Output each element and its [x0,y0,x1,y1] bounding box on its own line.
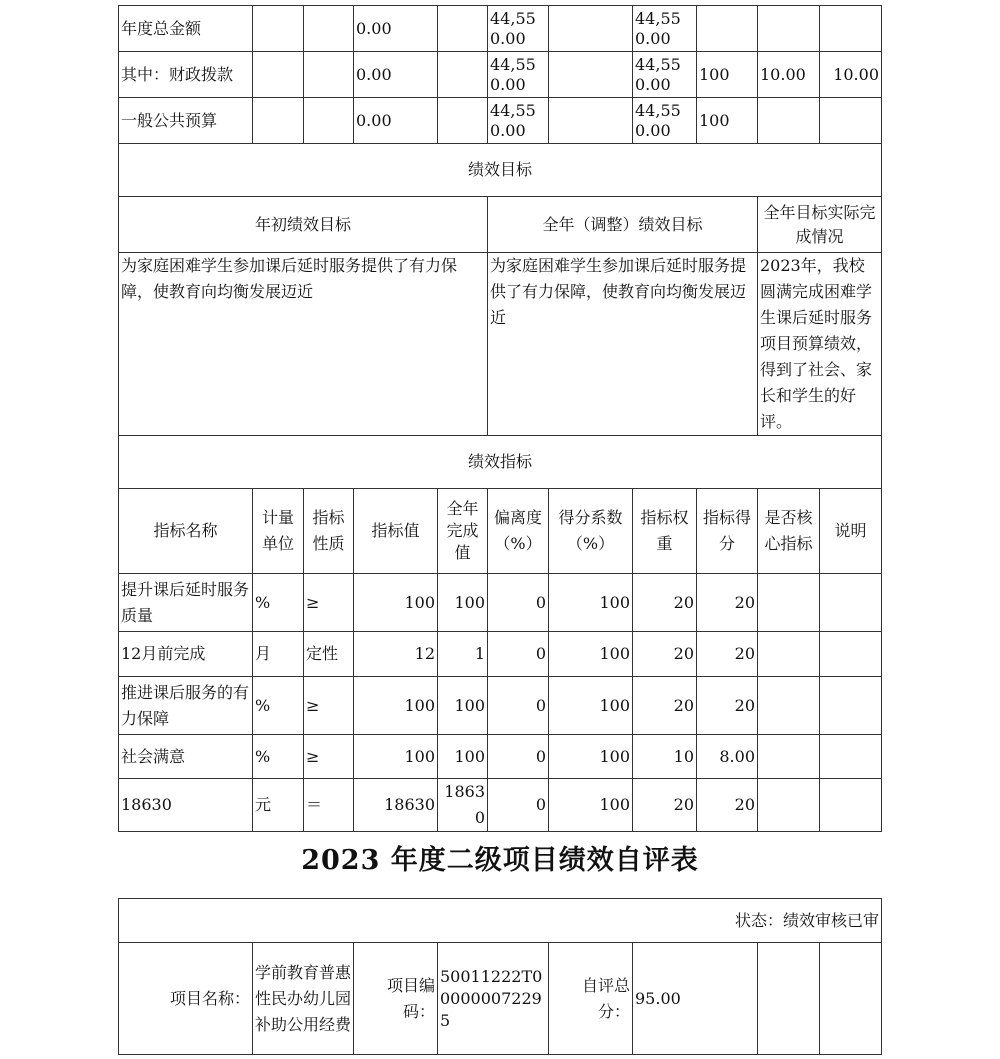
budget-cell [438,6,488,52]
indicator-nature: ≥ [304,574,354,632]
budget-cell [820,98,882,144]
project-info-table [118,898,882,1055]
project-code-label: 项目编码： [354,943,438,1055]
col-header: 全年完成值 [438,489,488,574]
budget-cell: 0.00 [354,6,438,52]
col-header: 是否核心指标 [758,489,820,574]
goal-header-adjusted: 全年（调整）绩效目标 [488,197,758,253]
col-header: 偏离度（%） [488,489,549,574]
budget-cell: 44,550.00 [488,52,549,98]
indicator-weight: 20 [633,779,697,832]
budget-cell: 0.00 [354,52,438,98]
budget-row [119,6,882,52]
project-name-value: 学前教育普惠性民办幼儿园补助公用经费 [253,943,354,1055]
indicator-weight: 20 [633,574,697,632]
col-header: 得分系数（%） [549,489,633,574]
budget-row-name: 其中：财政拨款 [119,52,253,98]
budget-row [119,98,882,144]
budget-cell [758,6,820,52]
budget-cell: 44,550.00 [633,98,697,144]
indicator-target: 12 [354,632,438,677]
indicator-actual: 100 [438,735,488,779]
goal-actual-text: 2023年，我校圆满完成困难学生课后延时服务项目预算绩效，得到了社会、家长和学生的好评。 [758,253,882,436]
budget-cell: 44,550.00 [488,6,549,52]
budget-cell [549,52,633,98]
indicator-nature: ≥ [304,735,354,779]
indicator-core [758,779,820,832]
budget-cell [438,52,488,98]
budget-cell: 10.00 [758,52,820,98]
budget-cell: 100 [697,98,758,144]
indicator-unit: 月 [253,632,304,677]
indicator-name: 社会满意 [119,735,253,779]
indicator-name: 18630 [119,779,253,832]
indicator-unit: % [253,677,304,735]
indicator-actual: 1 [438,632,488,677]
status-text: 状态：绩效审核已审 [119,899,882,943]
budget-cell [438,98,488,144]
indicator-unit: 元 [253,779,304,832]
indicator-nature: ＝ [304,779,354,832]
col-header: 指标得分 [697,489,758,574]
indicator-actual: 100 [438,574,488,632]
budget-cell: 0.00 [354,98,438,144]
budget-cell [549,98,633,144]
indicator-coef: 100 [549,574,633,632]
indicator-deviation: 0 [488,735,549,779]
score-value: 95.00 [633,943,758,1055]
indicator-name: 12月前完成 [119,632,253,677]
indicators-section-title: 绩效指标 [119,436,882,489]
indicator-score: 20 [697,677,758,735]
indicator-coef: 100 [549,735,633,779]
budget-cell [697,6,758,52]
indicator-coef: 100 [549,677,633,735]
indicator-note [820,632,882,677]
indicator-name: 推进课后服务的有力保障 [119,677,253,735]
indicator-nature: ≥ [304,677,354,735]
budget-cell [549,6,633,52]
project-name-label: 项目名称： [119,943,253,1055]
indicator-row [119,735,882,779]
indicator-core [758,632,820,677]
indicator-unit: % [253,574,304,632]
indicator-actual: 100 [438,677,488,735]
indicator-deviation: 0 [488,632,549,677]
indicator-core [758,574,820,632]
budget-cell: 100 [697,52,758,98]
indicator-target: 100 [354,677,438,735]
indicator-name: 提升课后延时服务质量 [119,574,253,632]
budget-cell [758,98,820,144]
budget-cell [304,6,354,52]
budget-cell [253,52,304,98]
indicator-note [820,574,882,632]
indicator-target: 100 [354,574,438,632]
indicator-note [820,779,882,832]
project-code-value: 50011222T000000072295 [438,943,549,1055]
budget-row-name: 年度总金额 [119,6,253,52]
indicator-header-row [119,489,882,574]
col-header: 指标性质 [304,489,354,574]
budget-cell [304,52,354,98]
indicator-deviation: 0 [488,677,549,735]
indicator-weight: 20 [633,632,697,677]
indicator-deviation: 0 [488,779,549,832]
indicator-core [758,677,820,735]
budget-cell: 44,550.00 [633,52,697,98]
indicator-score: 20 [697,779,758,832]
budget-row [119,52,882,98]
col-header: 说明 [820,489,882,574]
indicator-row [119,677,882,735]
indicator-row [119,779,882,832]
indicator-coef: 100 [549,632,633,677]
indicator-score: 20 [697,632,758,677]
goals-section-title: 绩效目标 [119,144,882,197]
indicator-score: 20 [697,574,758,632]
empty-cell [758,943,820,1055]
empty-cell [820,943,882,1055]
indicator-score: 8.00 [697,735,758,779]
indicator-target: 100 [354,735,438,779]
indicator-deviation: 0 [488,574,549,632]
indicator-coef: 100 [549,779,633,832]
col-header: 指标名称 [119,489,253,574]
indicator-row [119,632,882,677]
budget-cell: 44,550.00 [633,6,697,52]
goal-initial-text: 为家庭困难学生参加课后延时服务提供了有力保障，使教育向均衡发展迈近 [119,253,488,436]
indicator-unit: % [253,735,304,779]
indicator-target: 18630 [354,779,438,832]
indicator-row [119,574,882,632]
goal-header-actual: 全年目标实际完成情况 [758,197,882,253]
indicator-core [758,735,820,779]
indicator-weight: 10 [633,735,697,779]
budget-cell: 10.00 [820,52,882,98]
col-header: 指标权重 [633,489,697,574]
indicator-note [820,677,882,735]
score-label: 自评总分： [549,943,633,1055]
budget-cell [304,98,354,144]
budget-cell [820,6,882,52]
indicator-weight: 20 [633,677,697,735]
budget-cell [253,6,304,52]
goal-adjusted-text: 为家庭困难学生参加课后延时服务提供了有力保障，使教育向均衡发展迈近 [488,253,758,436]
col-header: 指标值 [354,489,438,574]
col-header: 计量单位 [253,489,304,574]
indicator-nature: 定性 [304,632,354,677]
indicator-note [820,735,882,779]
indicator-actual: 18630 [438,779,488,832]
form-title: 2023 年度二级项目绩效自评表 [301,845,699,876]
budget-row-name: 一般公共预算 [119,98,253,144]
budget-cell: 44,550.00 [488,98,549,144]
budget-cell [253,98,304,144]
performance-table [118,5,882,832]
goal-header-initial: 年初绩效目标 [119,197,488,253]
